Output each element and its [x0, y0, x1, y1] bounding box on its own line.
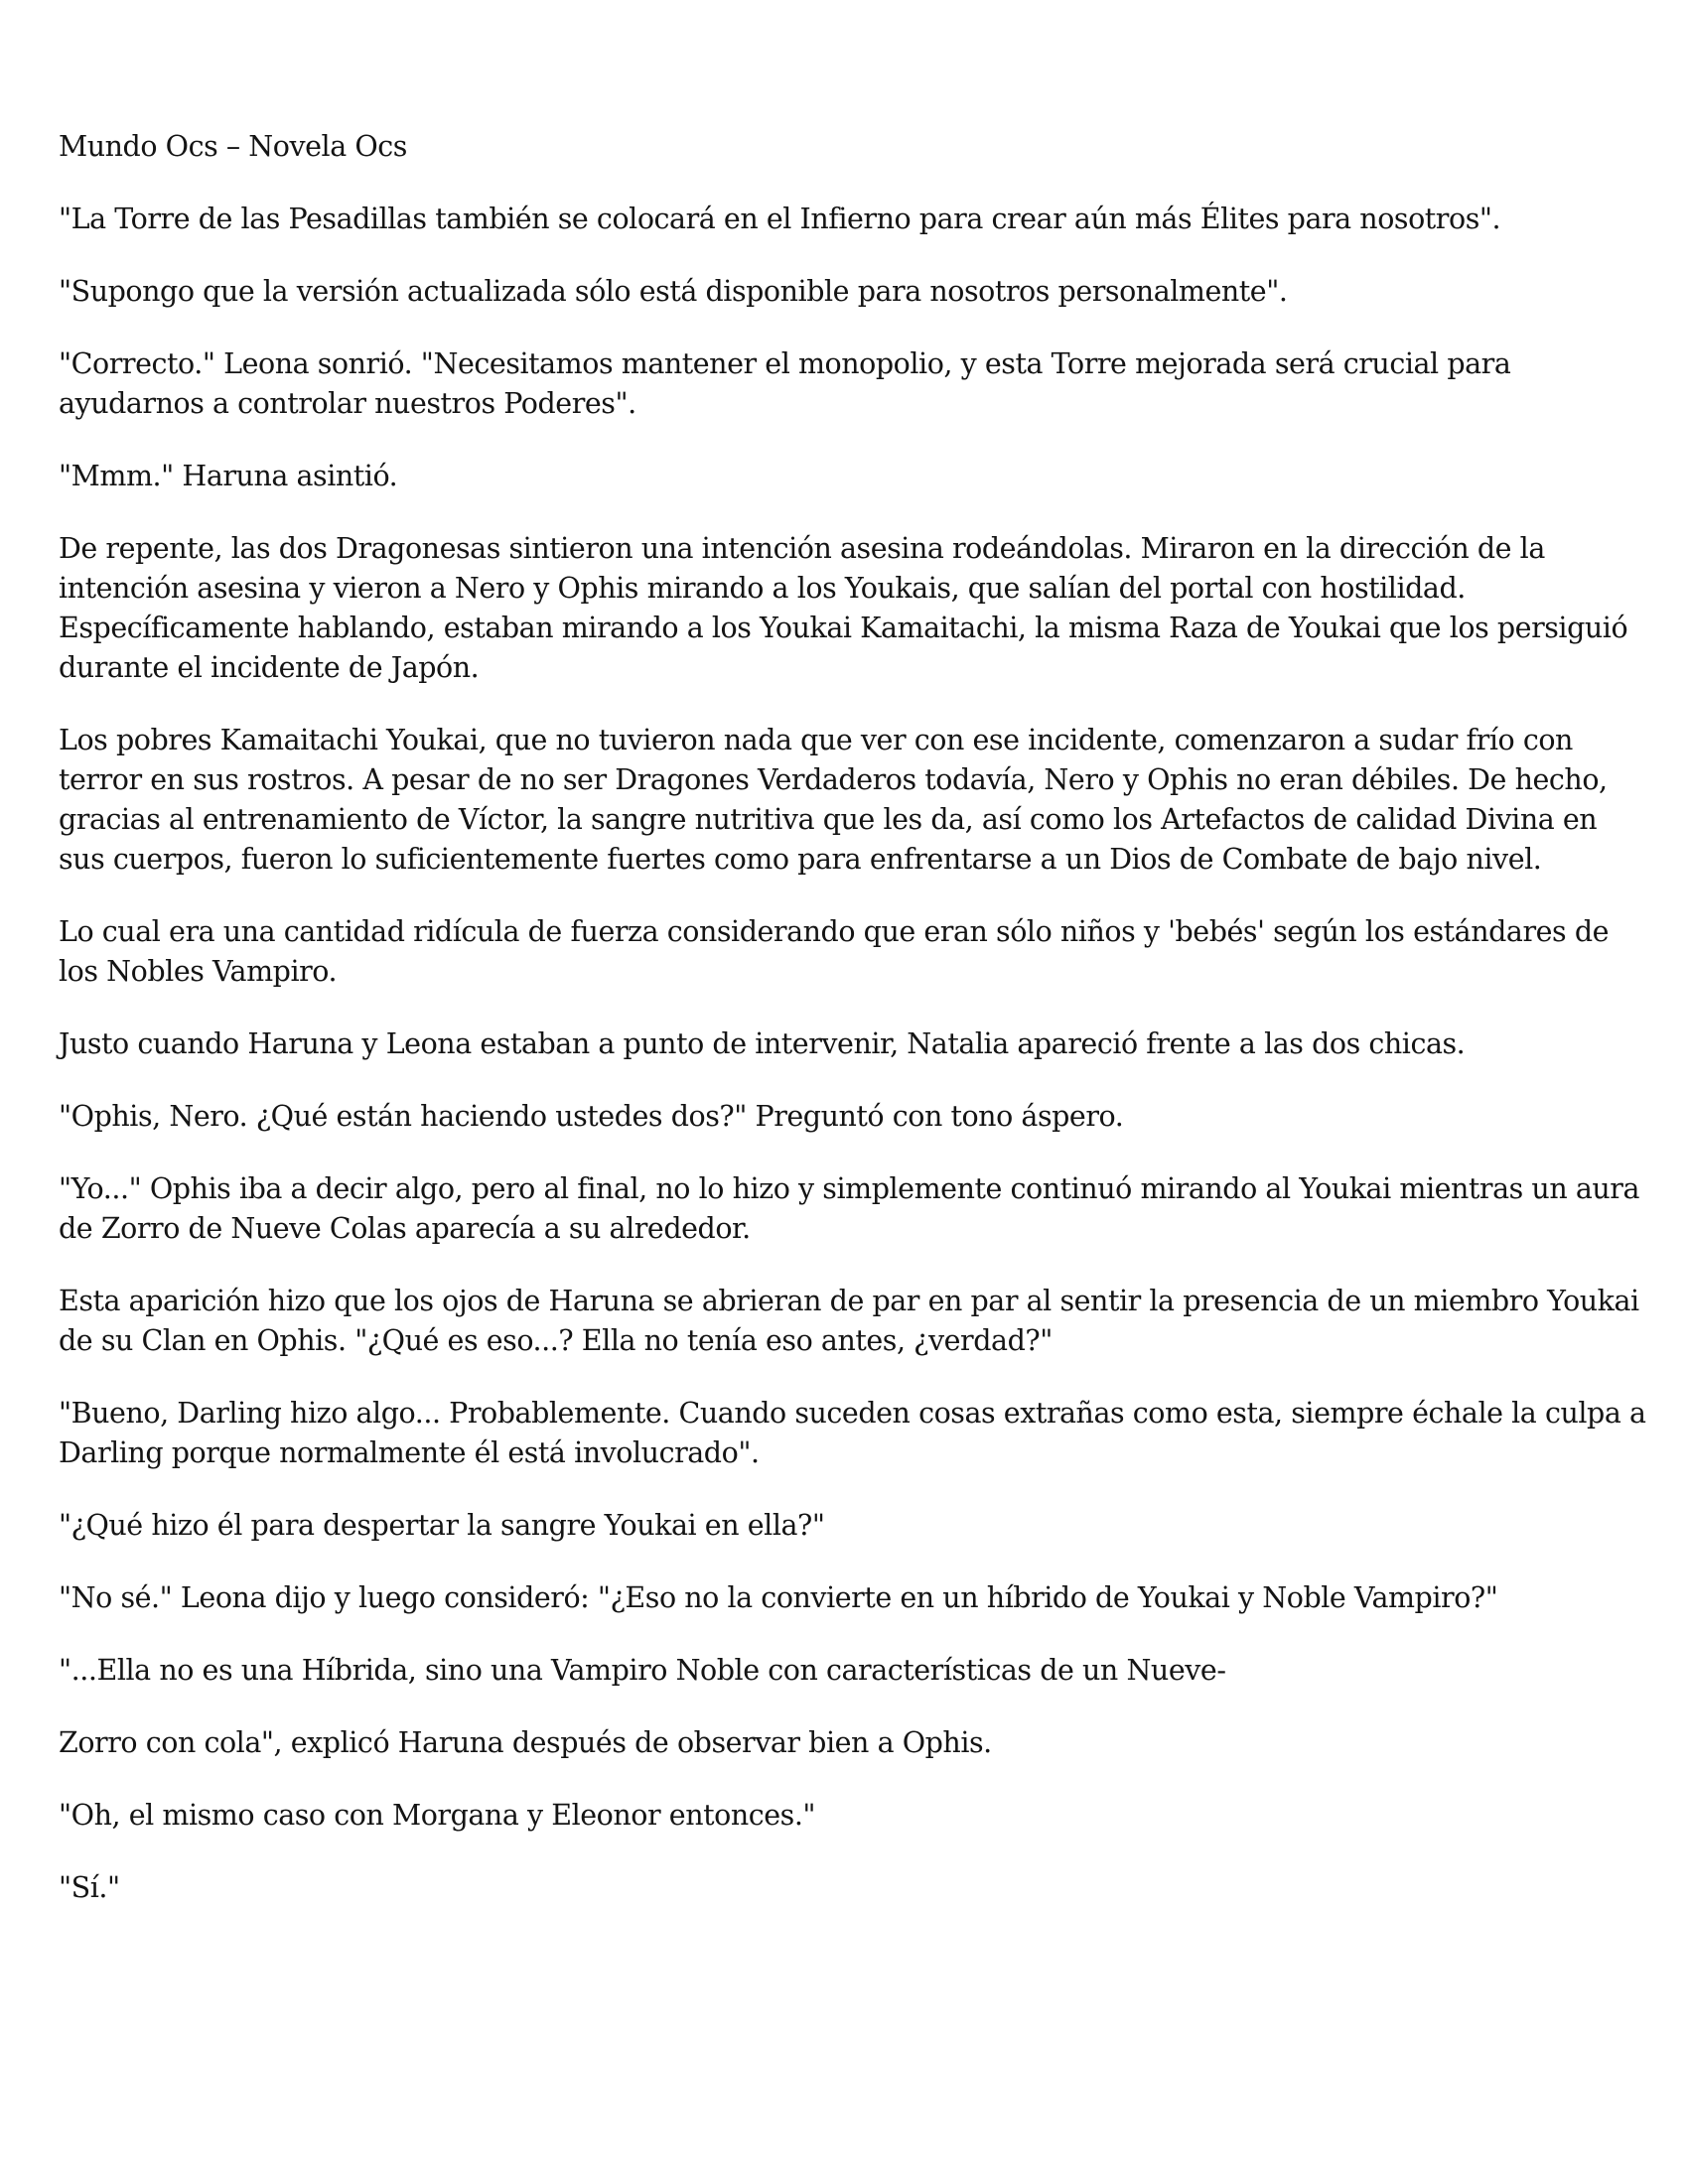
paragraph: "La Torre de las Pesadillas también se colocará en el Infierno para crear aún más Élites para nosotros".: [59, 203, 1501, 235]
paragraph: "Ophis, Nero. ¿Qué están haciendo ustedes dos?" Preguntó con tono áspero.: [59, 1100, 1124, 1133]
paragraph: "Bueno, Darling hizo algo... Probablemente. Cuando suceden cosas extrañas como esta, siempre échale la culpa a Darling porque normalmente él está involucrado".: [59, 1397, 1646, 1469]
paragraph: De repente, las dos Dragonesas sintieron una intención asesina rodeándolas. Miraron en la dirección de la intención asesina y vieron a Nero y Ophis mirando a los Youkais, que salían del portal con hostilidad. Específicamente hablando, estaban mirando a los Youkai Kamaitachi, la misma Raza de Youkai que los persiguió durante el incidente de Japón.: [59, 532, 1628, 684]
paragraph: Los pobres Kamaitachi Youkai, que no tuvieron nada que ver con ese incidente, comenzaron a sudar frío con terror en sus rostros. A pesar de no ser Dragones Verdaderos todavía, Nero y Ophis no eran débiles. De hecho, gracias al entrenamiento de Víctor, la sangre nutritiva que les da, así como los Artefactos de calidad Divina en sus cuerpos, fueron lo suficientemente fuertes como para enfrentarse a un Dios de Combate de bajo nivel.: [59, 724, 1608, 876]
paragraph: "No sé." Leona dijo y luego consideró: "¿Eso no la convierte en un híbrido de Youkai y Noble Vampiro?": [59, 1581, 1498, 1614]
paragraph: "Correcto." Leona sonrió. "Necesitamos mantener el monopolio, y esta Torre mejorada será crucial para ayudarnos a controlar nuestros Poderes".: [59, 347, 1511, 420]
document-page: [59, 127, 1647, 1941]
paragraph: Esta aparición hizo que los ojos de Haruna se abrieran de par en par al sentir la presencia de un miembro Youkai de su Clan en Ophis. "¿Qué es eso...? Ella no tenía eso antes, ¿verdad?": [59, 1285, 1639, 1357]
paragraph: "¿Qué hizo él para despertar la sangre Youkai en ella?": [59, 1509, 825, 1542]
paragraph: "Oh, el mismo caso con Morgana y Eleonor entonces.": [59, 1799, 816, 1832]
paragraph: Lo cual era una cantidad ridícula de fuerza considerando que eran sólo niños y 'bebés' según los estándares de los Nobles Vampiro.: [59, 915, 1610, 988]
paragraph: "...Ella no es una Híbrida, sino una Vampiro Noble con características de un Nueve-: [59, 1654, 1226, 1687]
paragraph: "Supongo que la versión actualizada sólo está disponible para nosotros personalmente".: [59, 275, 1288, 308]
paragraph: Justo cuando Haruna y Leona estaban a punto de intervenir, Natalia apareció frente a las dos chicas.: [59, 1027, 1466, 1060]
paragraph: Zorro con cola", explicó Haruna después de observar bien a Ophis.: [59, 1726, 992, 1759]
paragraph: "Sí.": [59, 1871, 120, 1904]
paragraph: "Mmm." Haruna asintió.: [59, 460, 398, 492]
paragraph: "Yo..." Ophis iba a decir algo, pero al final, no lo hizo y simplemente continuó mirando al Youkai mientras un aura de Zorro de Nueve Colas aparecía a su alrededor.: [59, 1172, 1640, 1245]
document-header: Mundo Ocs – Novela Ocs: [59, 130, 407, 163]
